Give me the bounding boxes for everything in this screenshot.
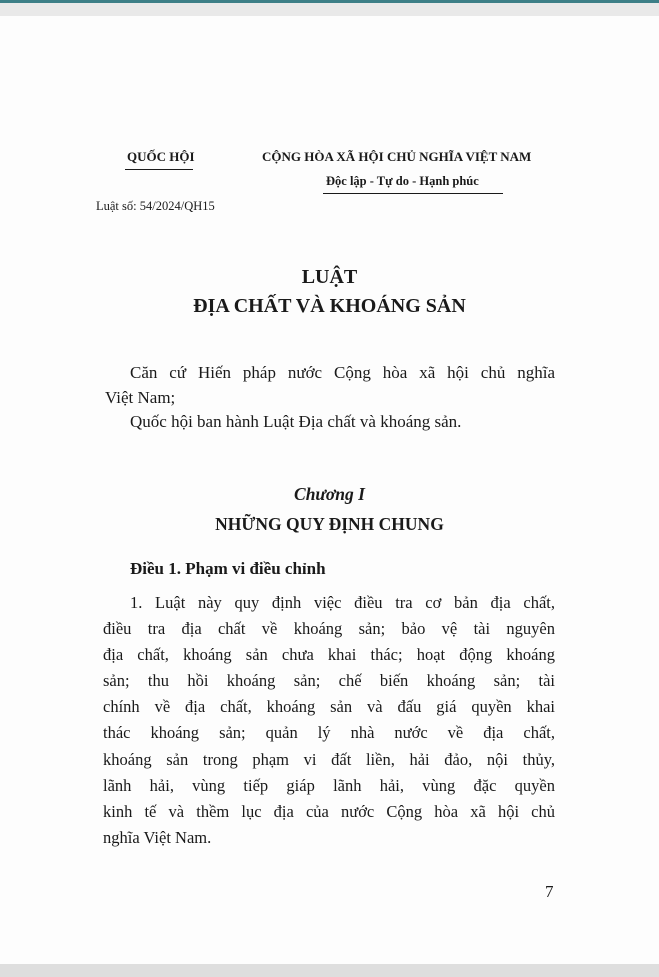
article-line: kinh tế và thềm lục địa của nước Cộng hòa xã hội chủ <box>103 801 555 821</box>
article-line: sản; thu hồi khoáng sản; chế biến khoáng sản; tài <box>103 671 555 691</box>
chapter-title: NHỮNG QUY ĐỊNH CHUNG <box>215 514 444 534</box>
chapter-number: Chương I <box>294 484 365 504</box>
national-motto: Độc lập - Tự do - Hạnh phúc <box>326 174 479 188</box>
top-accent-bar <box>0 0 659 3</box>
motto-underline <box>323 193 503 194</box>
article-line: khoáng sản trong phạm vi đất liền, hải đảo, nội thủy, <box>103 749 555 769</box>
preamble-basis-line-2: Việt Nam; <box>105 387 176 407</box>
article-line: chính về địa chất, khoáng sản và đấu giá quyền khai <box>103 697 555 717</box>
law-number: Luật số: 54/2024/QH15 <box>96 199 215 213</box>
article-line: nghĩa Việt Nam. <box>103 827 212 847</box>
organization-underline <box>125 169 193 170</box>
article-line: lãnh hải, vùng tiếp giáp lãnh hải, vùng đặc quyền <box>103 775 555 795</box>
article-title: Điều 1. Phạm vi điều chỉnh <box>130 559 326 578</box>
preamble-enactment: Quốc hội ban hành Luật Địa chất và khoáng sản. <box>130 412 462 431</box>
preamble-basis-line-1: Căn cứ Hiến pháp nước Cộng hòa xã hội chủ nghĩa <box>130 363 555 382</box>
article-line: địa chất, khoáng sản chưa khai thác; hoạt động khoáng <box>103 645 555 665</box>
bottom-band <box>0 964 659 977</box>
national-title: CỘNG HÒA XÃ HỘI CHỦ NGHĨA VIỆT NAM <box>262 149 532 164</box>
document-type-heading: LUẬT <box>301 266 358 288</box>
article-line: 1. Luật này quy định việc điều tra cơ bản địa chất, <box>130 593 555 612</box>
article-line: thác khoáng sản; quản lý nhà nước về địa chất, <box>103 723 555 743</box>
article-line: điều tra địa chất về khoáng sản; bảo vệ tài nguyên <box>103 619 555 639</box>
document-page <box>0 16 659 964</box>
article-body <box>103 590 555 851</box>
page-number: 7 <box>545 882 554 901</box>
issuing-organization: QUỐC HỘI <box>127 149 195 164</box>
preamble <box>105 361 555 435</box>
law-title: ĐỊA CHẤT VÀ KHOÁNG SẢN <box>193 295 466 317</box>
